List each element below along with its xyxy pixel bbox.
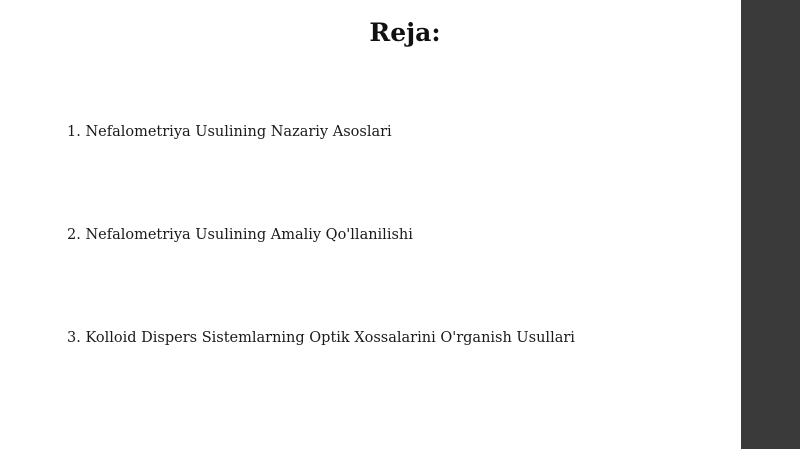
slide-title: Reja:	[369, 18, 441, 47]
side-panel	[741, 0, 800, 449]
plan-item-3: 3. Kolloid Dispers Sistemlarning Optik Xossalarini O'rganish Usullari	[67, 330, 575, 346]
plan-item-1: 1. Nefalometriya Usulining Nazariy Asoslari	[67, 124, 392, 140]
plan-item-2: 2. Nefalometriya Usulining Amaliy Qo'llanilishi	[67, 227, 413, 243]
